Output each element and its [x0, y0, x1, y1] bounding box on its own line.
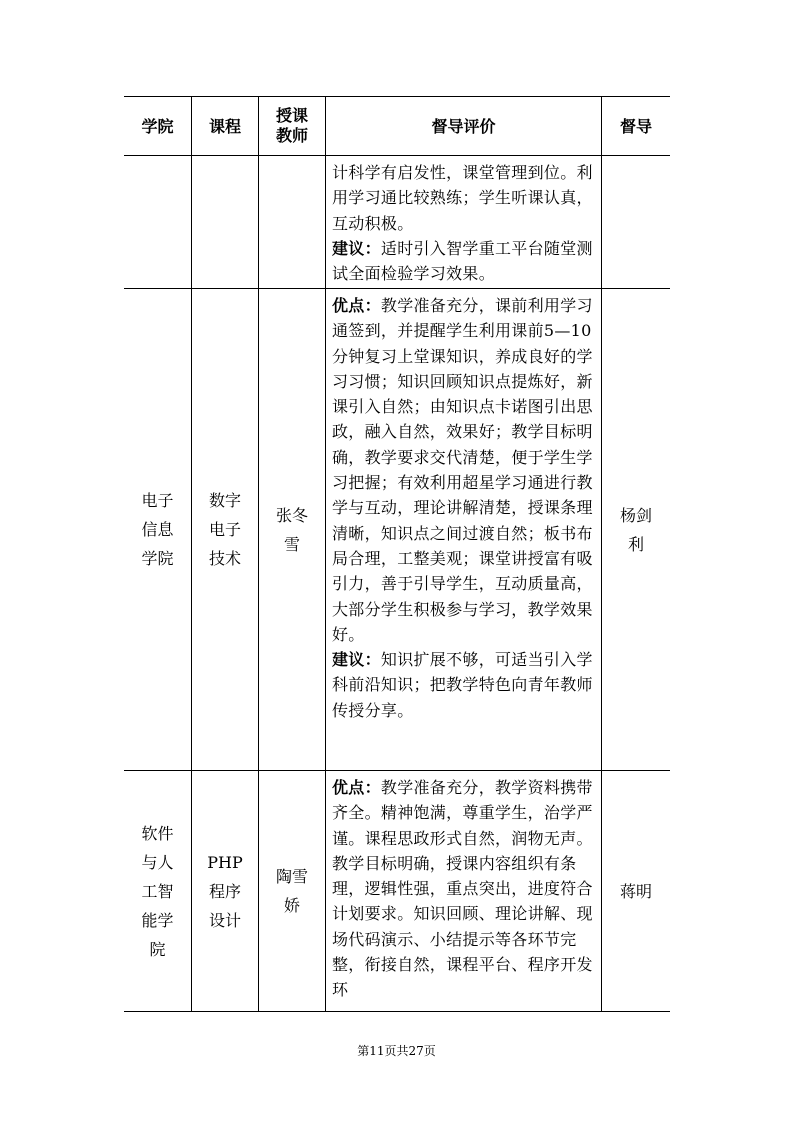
- suggestion-text: 适时引入智学重工平台随堂测试全面检验学习效果。: [332, 238, 593, 284]
- table-row: [124, 770, 670, 1011]
- supervisor-cell: 杨剑利: [601, 289, 670, 770]
- strength-paragraph: [332, 775, 597, 1003]
- evaluation-cell: [325, 771, 601, 1011]
- college-cell: [124, 156, 191, 288]
- supervisor-cell: [601, 156, 670, 288]
- supervisor-cell: 蒋明: [601, 771, 670, 1011]
- strength-text: 教学准备充分，教学资料携带齐全。精神饱满，尊重学生，治学严谨。课程思政形式自然，润物无声。教学目标明确，授课内容组织有条理，逻辑性强，重点突出，进度符合计划要求。知识回顾、理论讲解、现场代码演示、小结提示等各环节完整，衔接自然，课程平台、程序开发环: [332, 778, 593, 1000]
- course-cell: 数字电子技术: [191, 289, 258, 770]
- table-header-row: [124, 97, 670, 155]
- table-row: [124, 288, 670, 770]
- header-college: 学院: [141, 116, 174, 136]
- college-cell: 软件与人工智能学院: [141, 823, 174, 959]
- header-course: 课程: [191, 97, 258, 155]
- course-cell: PHP程序设计: [191, 771, 258, 1011]
- suggestion-label: 建议：: [332, 650, 381, 670]
- suggestion-label: 建议：: [332, 238, 381, 258]
- strength-label: 优点：: [332, 296, 381, 315]
- teacher-cell: 张冬雪: [258, 289, 325, 770]
- strength-paragraph: [332, 293, 597, 647]
- header-evaluation: 督导评价: [325, 97, 601, 155]
- teacher-cell: 陶雪娇: [258, 771, 325, 1011]
- evaluation-text: 计科学有启发性，课堂管理到位。利用学习通比较熟练；学生听课认真，互动积极。: [332, 163, 593, 233]
- course-cell: [191, 156, 258, 288]
- suggestion-text: 知识扩展不够，可适当引入学科前沿知识；把教学特色向青年教师传授分享。: [332, 650, 593, 720]
- suggestion-paragraph: [332, 647, 597, 723]
- header-supervisor: 督导: [601, 97, 670, 155]
- college-cell: 电子信息学院: [141, 491, 174, 568]
- suggestion-paragraph: [332, 236, 597, 287]
- strength-label: 优点：: [332, 778, 381, 797]
- evaluation-table: [124, 96, 670, 1012]
- strength-text: 教学准备充分，课前利用学习通签到，并提醒学生利用课前5—10分钟复习上堂课知识，养成良好的学习习惯；知识回顾知识点提炼好，新课引入自然；由知识点卡诺图引出思政，融入自然，效果好；教学目标明确，教学要求交代清楚，便于学生学习把握；有效利用超星学习通进行教学与互动，理论讲解清楚，授课条理清晰，知识点之间过渡自然；板书布局合理，工整美观；课堂讲授富有吸引力，善于引导学生，互动质量高，大部分学生积极参与学习，教学效果好。: [332, 296, 593, 644]
- evaluation-cell: [325, 289, 601, 770]
- table-row: [124, 155, 670, 288]
- evaluation-cell: [325, 156, 601, 288]
- header-teacher: 授课教师: [258, 97, 325, 155]
- page-footer: 第11页共27页: [357, 1044, 436, 1058]
- teacher-cell: [258, 156, 325, 288]
